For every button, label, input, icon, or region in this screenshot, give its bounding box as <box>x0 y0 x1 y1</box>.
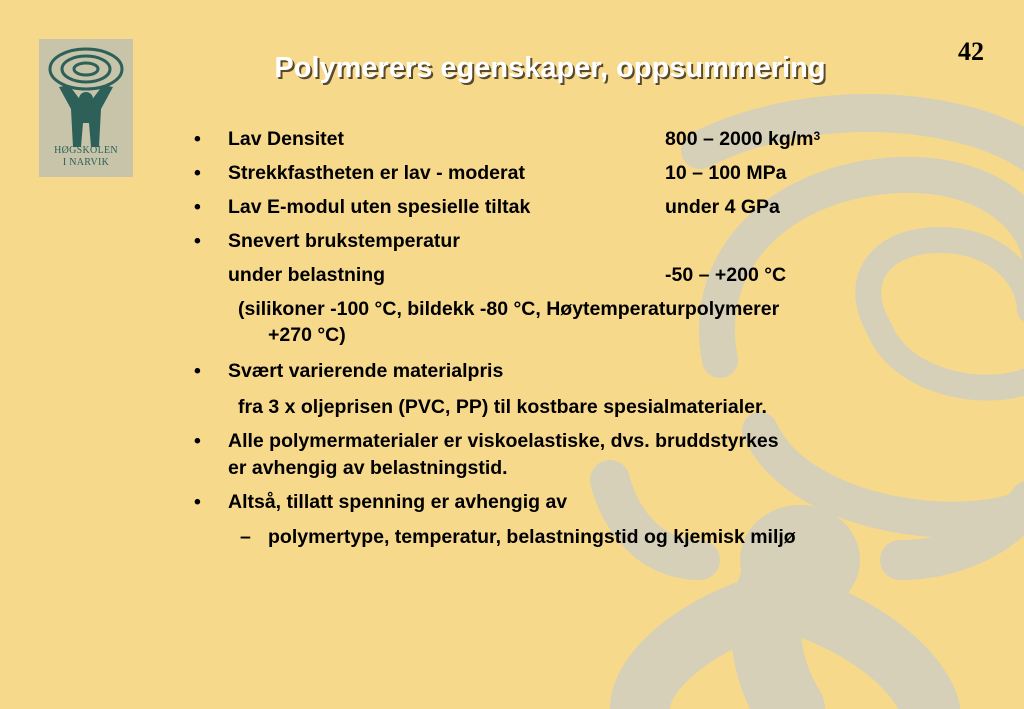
bullet-icon: • <box>194 430 201 452</box>
item-note: +270 °C) <box>268 324 346 346</box>
bullet-icon: • <box>194 162 201 184</box>
item-value: -50 – +200 °C <box>665 264 787 286</box>
superscript: 3 <box>813 129 821 143</box>
page-number: 42 <box>958 37 984 66</box>
item-value: under 4 GPa <box>665 196 780 218</box>
item-label: Snevert brukstemperatur <box>228 230 460 252</box>
item-label: Svært varierende materialpris <box>228 360 504 382</box>
item-label: er avhengig av belastningstid. <box>228 457 508 479</box>
item-note: fra 3 x oljeprisen (PVC, PP) til kostbare spesialmaterialer. <box>238 396 767 418</box>
bullet-icon: • <box>194 360 201 382</box>
bullet-icon: • <box>194 491 201 513</box>
sub-item-label: polymertype, temperatur, belastningstid og kjemisk miljø <box>268 526 796 548</box>
bullet-icon: • <box>194 196 201 218</box>
item-label: Lav E-modul uten spesielle tiltak <box>228 196 531 218</box>
bullet-icon: • <box>194 128 201 150</box>
item-label: Lav Densitet <box>228 128 344 150</box>
item-label: Alle polymermaterialer er viskoelastiske, dvs. bruddstyrkes <box>228 430 779 452</box>
item-value: 800 – 2000 $kg/m^3$ <box>665 128 821 150</box>
dash-icon: – <box>240 526 251 548</box>
slide-title: Polymerers egenskaper, oppsummering <box>274 52 826 84</box>
item-note: (silikoner -100 °C, bildekk -80 °C, Høytemperaturpolymerer <box>238 298 780 320</box>
item-label: Strekkfastheten er lav - moderat <box>228 162 525 184</box>
item-label: under belastning <box>228 264 386 286</box>
logo-text-line1: HØGSKOLEN <box>54 145 118 156</box>
item-label: Altså, tillatt spenning er avhengig av <box>228 491 568 513</box>
logo-text-line2: I NARVIK <box>62 157 110 168</box>
item-value: 10 – 100 MPa <box>665 162 787 184</box>
bullet-icon: • <box>194 230 201 252</box>
